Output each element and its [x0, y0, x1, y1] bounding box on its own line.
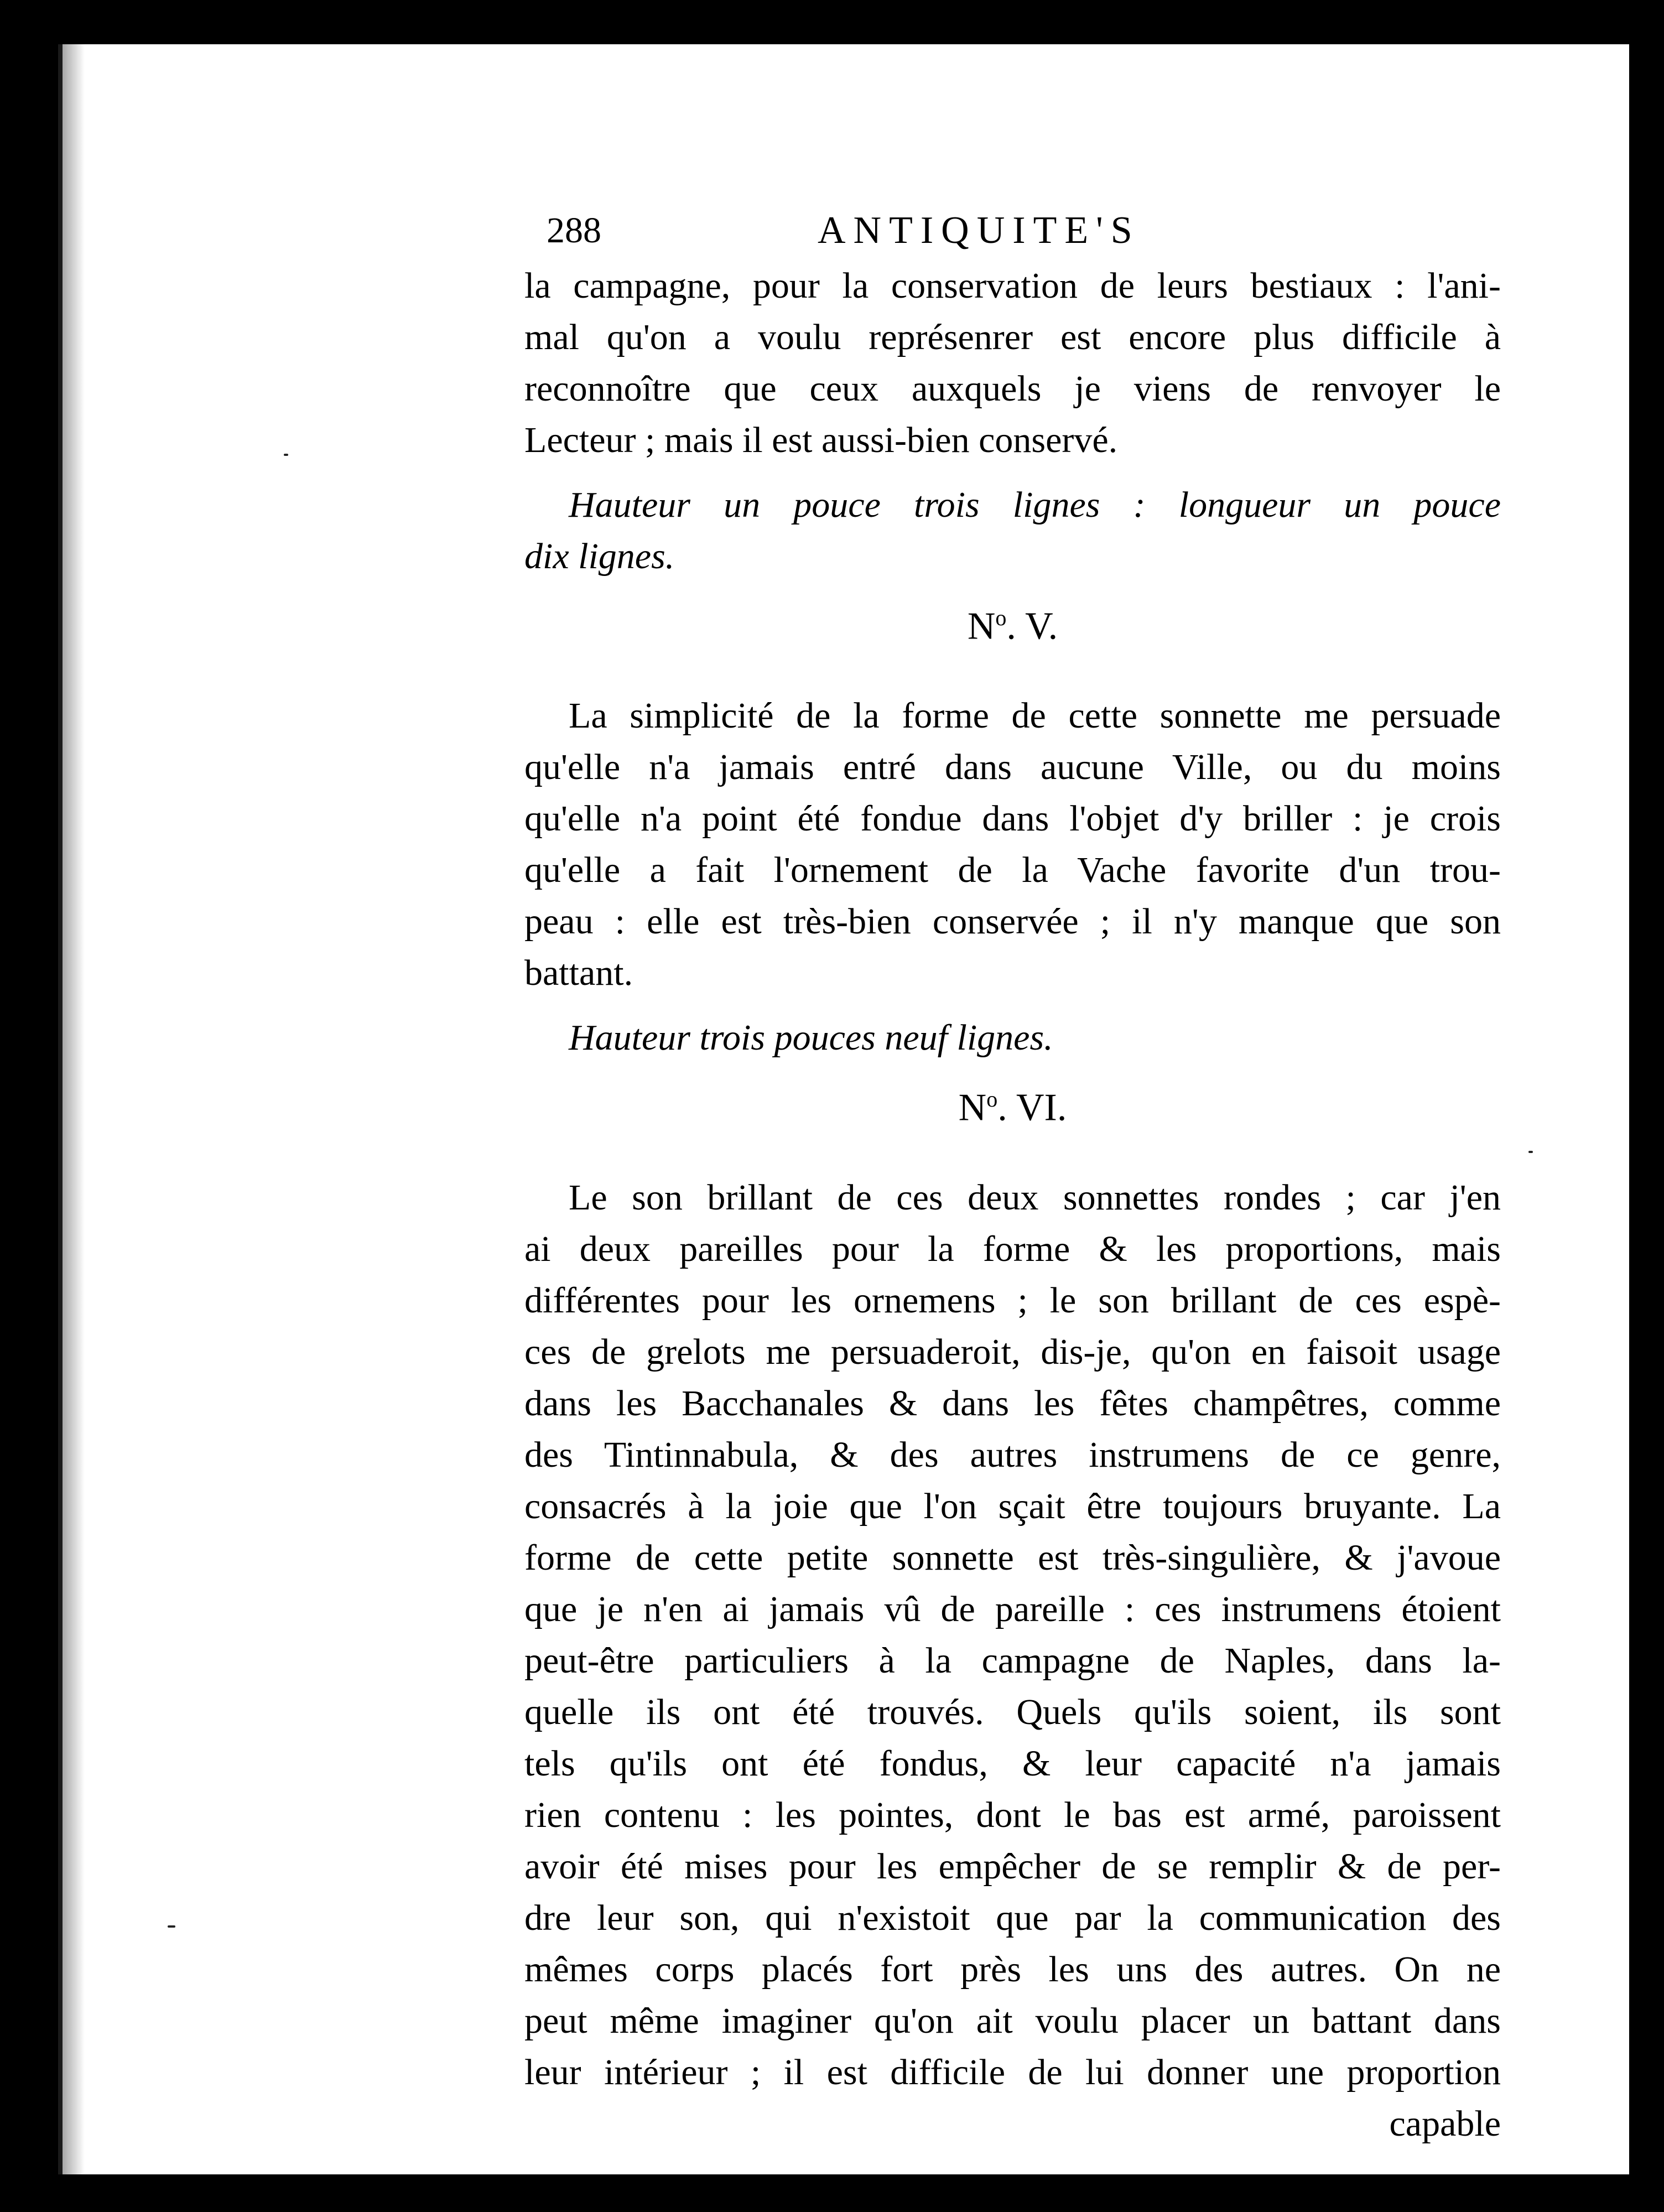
text-line: ai deux pareilles pour la forme & les proportions, mais: [524, 1228, 1501, 1269]
text-line: mêmes corps placés fort près les uns des autres. On ne: [524, 1949, 1501, 1990]
text-line: dre leur son, qui n'existoit que par la communication des: [524, 1897, 1501, 1938]
heading-number: N: [958, 1086, 987, 1129]
text-line: avoir été mises pour les empêcher de se remplir & de per-: [524, 1846, 1501, 1887]
paragraph-v: [524, 690, 1501, 999]
ink-speck: [168, 1925, 175, 1928]
text-line: qu'elle a fait l'ornement de la Vache favorite d'un trou-: [524, 850, 1501, 891]
text-line: Lecteur ; mais il est aussi-bien conservé.: [524, 420, 1118, 460]
text-line: reconnoître que ceux auxquels je viens de renvoyer le: [524, 368, 1501, 409]
text-line: Le son brillant de ces deux sonnettes rondes ; car j'en: [569, 1177, 1501, 1218]
measurement-line: dix lignes.: [524, 536, 675, 577]
measurement-note-1: [524, 479, 1501, 582]
text-line: différentes pour les ornemens ; le son brillant de ces espè-: [524, 1280, 1501, 1321]
text-line: rien contenu : les pointes, dont le bas est armé, paroissent: [524, 1794, 1501, 1835]
section-heading-v: [524, 588, 1501, 657]
text-line: peut-être particuliers à la campagne de Naples, dans la-: [524, 1640, 1501, 1681]
running-head: [524, 205, 1501, 260]
text-line: tels qu'ils ont été fondus, & leur capacité n'a jamais: [524, 1743, 1501, 1784]
text-line: La simplicité de la forme de cette sonnette me persuade: [569, 695, 1501, 736]
text-line: ces de grelots me persuaderoit, dis-je, qu'on en faisoit usage: [524, 1331, 1501, 1372]
text-block: [524, 205, 1501, 2149]
ink-speck: [1528, 1151, 1533, 1153]
text-line: peau : elle est très-bien conservée ; il n'y manque que son: [524, 901, 1501, 942]
text-line: quelle ils ont été trouvés. Quels qu'ils soient, ils sont: [524, 1691, 1501, 1732]
paragraph-vi: [524, 1172, 1501, 2149]
page-number: 288: [547, 210, 601, 251]
heading-roman: . V.: [1006, 605, 1058, 648]
ink-speck: [284, 454, 288, 456]
running-title: ANTIQUITE'S: [818, 209, 1140, 252]
measurement-note-2: Hauteur trois pouces neuf lignes.: [569, 1017, 1053, 1058]
book-page: [58, 44, 1629, 2174]
heading-sup: o: [986, 1087, 998, 1112]
text-line: la campagne, pour la conservation de leurs bestiaux : l'ani-: [524, 266, 1501, 306]
measurement-line: Hauteur un pouce trois lignes : longueur un pouce: [569, 485, 1501, 525]
catchword: capable: [1389, 2103, 1501, 2144]
opening-paragraph: [524, 260, 1501, 466]
text-line: qu'elle n'a point été fondue dans l'objet d'y briller : je crois: [524, 798, 1501, 839]
text-line: qu'elle n'a jamais entré dans aucune Ville, ou du moins: [524, 747, 1501, 788]
text-line: leur intérieur ; il est difficile de lui donner une proportion: [524, 2052, 1501, 2092]
text-line: battant.: [524, 953, 633, 994]
text-line: mal qu'on a voulu représenrer est encore plus difficile à: [524, 317, 1501, 357]
text-line: peut même imaginer qu'on ait voulu placer un battant dans: [524, 2000, 1501, 2041]
section-heading-vi: [524, 1069, 1501, 1138]
heading-roman: . VI.: [997, 1086, 1067, 1129]
heading-sup: o: [995, 605, 1007, 630]
text-line: dans les Bacchanales & dans les fêtes champêtres, comme: [524, 1383, 1501, 1424]
text-line: que je n'en ai jamais vû de pareille : ces instrumens étoient: [524, 1588, 1501, 1629]
text-line: des Tintinnabula, & des autres instrumens de ce genre,: [524, 1434, 1501, 1475]
heading-number: N: [967, 605, 996, 648]
text-line: forme de cette petite sonnette est très-singulière, & j'avoue: [524, 1537, 1501, 1578]
text-line: consacrés à la joie que l'on sçait être toujours bruyante. La: [524, 1486, 1501, 1526]
